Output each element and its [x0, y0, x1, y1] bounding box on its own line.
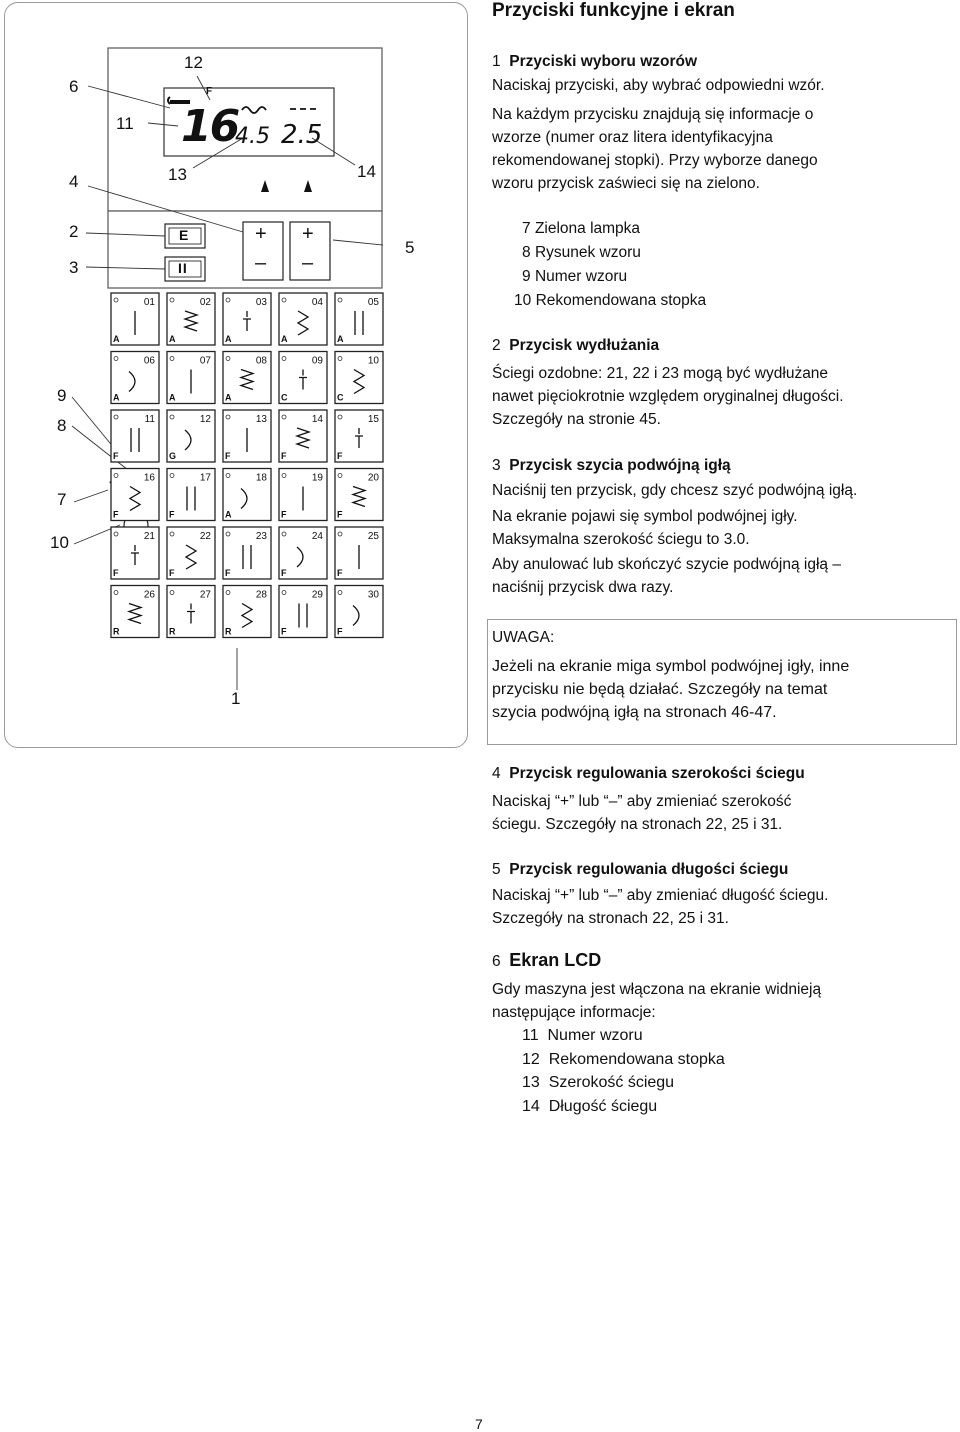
pattern-foot-letter: A: [169, 392, 176, 403]
section-2-line: Ściegi ozdobne: 21, 22 i 23 mogą być wydłużane: [492, 365, 829, 382]
pattern-number: 16: [143, 472, 155, 484]
pattern-number: 07: [199, 355, 211, 367]
note-line: Jeżeli na ekranie miga symbol podwójnej igły, inne: [492, 658, 850, 675]
list-item: 8 Rysunek wzoru: [522, 244, 641, 261]
pattern-number: 22: [199, 531, 211, 542]
note-label: UWAGA:: [492, 629, 555, 646]
section-4-line: ściegu. Szczegóły na stronach 22, 25 i 31.: [492, 816, 783, 833]
callout-10: 10: [50, 533, 69, 552]
section-1-title: Przyciski wyboru wzorów: [509, 53, 698, 70]
pattern-number: 18: [255, 472, 267, 484]
note-body: [492, 655, 912, 724]
section-6-body: [492, 978, 821, 1024]
pattern-foot-letter: C: [337, 392, 344, 403]
section-4-number: 4: [492, 765, 501, 782]
width-minus-icon[interactable]: –: [255, 252, 267, 274]
pattern-foot-letter: A: [281, 334, 288, 344]
callout-3: 3: [69, 258, 79, 277]
section-1-number: 1: [492, 53, 501, 70]
section-3-line: Maksymalna szerokość ściegu to 3.0.: [492, 531, 750, 548]
pattern-number: 03: [255, 297, 267, 308]
section-1-heading: [492, 50, 697, 73]
pattern-foot-letter: G: [169, 451, 177, 461]
section-1-line: wzorze (numer oraz litera identyfikacyjna: [492, 129, 773, 146]
pattern-foot-letter: F: [337, 626, 343, 637]
list-item: 13 Szerokość ściegu: [522, 1074, 675, 1091]
pattern-foot-letter: F: [169, 509, 175, 520]
section-3-intro: Naciśnij ten przycisk, gdy chcesz szyć podwójną igłą.: [492, 482, 858, 499]
page-title: Przyciski funkcyjne i ekran: [492, 0, 735, 21]
pattern-number: 20: [367, 472, 379, 484]
callout-5: 5: [405, 238, 415, 257]
pattern-foot-letter: A: [337, 334, 344, 344]
elongation-symbol: E: [179, 227, 189, 243]
lcd-foot-letter: F: [206, 86, 213, 97]
pattern-number: 19: [311, 472, 323, 484]
callout-11: 11: [116, 114, 134, 133]
list-item: 12 Rekomendowana stopka: [522, 1050, 725, 1068]
section-4-body: [492, 790, 791, 836]
list-item: 11 Numer wzoru: [522, 1027, 643, 1044]
section-1-line: Na każdym przycisku znajdują się informacje o: [492, 106, 814, 123]
pattern-number: 13: [255, 414, 267, 425]
pattern-number: 09: [311, 355, 323, 367]
section-6-line: Gdy maszyna jest włączona na ekranie widnieją: [492, 981, 822, 998]
list-item: 10 Rekomendowana stopka: [514, 292, 707, 309]
section-1-line: rekomendowanej stopki). Przy wyborze danego: [492, 152, 818, 169]
pattern-foot-letter: F: [225, 451, 231, 461]
callout-14: 14: [357, 162, 376, 181]
callout-7: 7: [57, 490, 67, 509]
pattern-number: 10: [367, 355, 379, 367]
callout-1: 1: [231, 689, 241, 708]
pattern-number: 21: [143, 531, 155, 542]
section-1-details: [492, 103, 818, 195]
pattern-foot-letter: A: [225, 392, 232, 403]
lcd-stitch-length: 2.5: [281, 120, 323, 150]
section-4-line: Naciskaj “+” lub “–” aby zmieniać szerokość: [492, 793, 792, 810]
pattern-number: 30: [367, 589, 379, 601]
pattern-foot-letter: F: [225, 568, 231, 578]
pattern-number: 12: [199, 414, 211, 425]
pattern-foot-letter: F: [113, 568, 119, 578]
pattern-number: 28: [255, 589, 267, 601]
section-4-heading: [492, 762, 805, 785]
callout-9: 9: [57, 386, 67, 405]
pattern-number: 23: [255, 531, 267, 542]
pattern-foot-letter: F: [337, 509, 343, 520]
list-item: 14 Długość ściegu: [522, 1097, 658, 1115]
section-6-title: Ekran LCD: [509, 950, 602, 970]
pattern-foot-letter: F: [113, 509, 119, 520]
pattern-foot-letter: R: [169, 626, 176, 637]
note-line: przycisku nie będą działać. Szczegóły na temat: [492, 681, 828, 698]
pattern-foot-letter: A: [225, 334, 232, 344]
section-6-heading: [492, 950, 601, 971]
section-3-line: naciśnij przycisk dwa razy.: [492, 579, 674, 596]
section-3-line: Na ekranie pojawi się symbol podwójnej igły.: [492, 508, 798, 525]
length-minus-icon[interactable]: –: [302, 252, 314, 274]
section-2-title: Przycisk wydłużania: [509, 337, 660, 354]
section-5-title: Przycisk regulowania długości ściegu: [509, 861, 789, 878]
list-item: 7 Zielona lampka: [522, 220, 641, 237]
section-2-line: nawet pięciokrotnie względem oryginalnej długości.: [492, 388, 844, 405]
pattern-number: 04: [311, 297, 323, 308]
width-plus-icon[interactable]: +: [255, 223, 267, 245]
section-6-number: 6: [492, 953, 501, 970]
section-3-cancel: [492, 553, 841, 599]
pattern-number: 06: [143, 355, 155, 367]
pattern-number: 02: [199, 297, 211, 308]
pattern-foot-letter: R: [113, 626, 120, 637]
lcd-stitch-width: 4.5: [235, 124, 270, 149]
callout-8: 8: [57, 416, 67, 435]
pattern-foot-letter: F: [337, 451, 343, 461]
callout-12: 12: [184, 53, 203, 72]
pattern-number: 29: [311, 589, 323, 601]
section-1-line: wzoru przycisk zaświeci się na zielono.: [492, 175, 760, 192]
pattern-foot-letter: F: [281, 568, 287, 578]
callout-13: 13: [168, 165, 187, 184]
note-line: szycia podwójną igłą na stronach 46-47.: [492, 704, 777, 721]
section-2-heading: [492, 334, 659, 357]
section-3-details: [492, 505, 798, 551]
section-6-line: następujące informacje:: [492, 1004, 656, 1021]
pattern-number: 25: [367, 531, 379, 542]
pattern-number: 14: [311, 414, 323, 425]
pattern-foot-letter: C: [281, 392, 288, 403]
pattern-foot-letter: F: [281, 509, 287, 520]
section-3-line: Aby anulować lub skończyć szycie podwójną igłą –: [492, 556, 841, 573]
pattern-foot-letter: F: [281, 626, 287, 637]
section-5-line: Szczegóły na stronach 22, 25 i 31.: [492, 910, 729, 927]
pattern-foot-letter: F: [281, 451, 287, 461]
section-2-line: Szczegóły na stronie 45.: [492, 411, 661, 428]
section-2-number: 2: [492, 337, 501, 354]
callout-2: 2: [69, 222, 79, 241]
section-1-item-list: [514, 217, 707, 313]
pattern-number: 08: [255, 355, 267, 367]
section-5-body: [492, 884, 828, 930]
pattern-foot-letter: F: [113, 451, 119, 461]
callout-6: 6: [69, 77, 79, 96]
section-3-number: 3: [492, 457, 501, 474]
pattern-number: 15: [367, 414, 379, 425]
pattern-number: 17: [199, 472, 211, 484]
section-3-heading: [492, 454, 731, 477]
pattern-number: 11: [144, 414, 155, 425]
pattern-button-grid: [111, 293, 383, 638]
pattern-foot-letter: F: [169, 568, 175, 578]
pattern-foot-letter: A: [225, 509, 232, 520]
section-3-title: Przycisk szycia podwójną igłą: [509, 457, 731, 474]
twin-needle-icon: II: [178, 260, 188, 276]
pattern-number: 24: [311, 531, 323, 542]
list-item: 9 Numer wzoru: [522, 268, 628, 285]
section-6-item-list: [522, 1024, 725, 1118]
pattern-number: 05: [367, 297, 379, 308]
section-5-number: 5: [492, 861, 501, 878]
callout-4: 4: [69, 172, 79, 191]
section-1-intro: Naciskaj przyciski, aby wybrać odpowiedni wzór.: [492, 77, 825, 94]
section-2-body: [492, 362, 844, 431]
pattern-foot-letter: A: [169, 334, 176, 344]
pattern-foot-letter: A: [113, 392, 120, 403]
pattern-number: 27: [199, 589, 211, 601]
lcd-pattern-number: 16: [181, 101, 239, 152]
pattern-number: 26: [143, 589, 155, 601]
pattern-foot-letter: F: [337, 568, 343, 578]
section-4-title: Przycisk regulowania szerokości ściegu: [509, 765, 805, 782]
pattern-foot-letter: A: [113, 334, 120, 344]
section-5-heading: [492, 858, 788, 881]
length-plus-icon[interactable]: +: [302, 223, 314, 245]
pattern-foot-letter: R: [225, 626, 232, 637]
page-number: 7: [475, 1416, 483, 1432]
section-5-line: Naciskaj “+” lub “–” aby zmieniać długość ściegu.: [492, 887, 829, 904]
pattern-number: 01: [143, 297, 155, 308]
